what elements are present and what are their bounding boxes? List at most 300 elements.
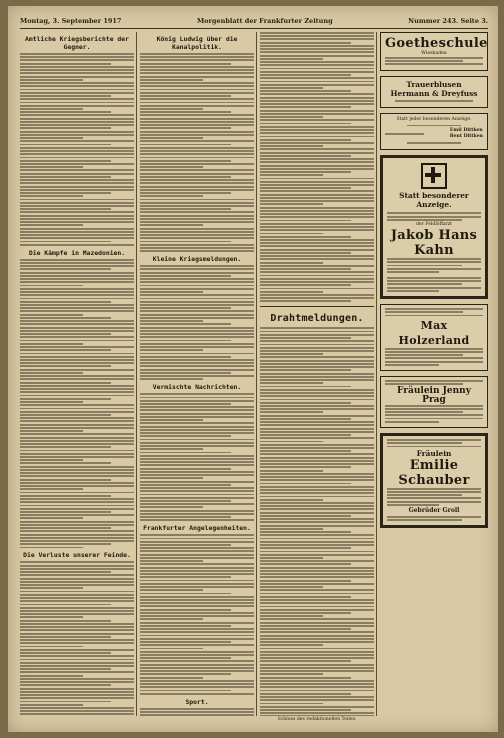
text-line: [260, 463, 374, 465]
text-line: [260, 275, 374, 277]
article-text: [20, 259, 134, 549]
text-line: [260, 570, 374, 572]
text-line: [140, 683, 254, 685]
column-rule: [376, 32, 377, 716]
text-line: [20, 587, 83, 589]
text-line: [260, 673, 323, 675]
text-line: [260, 347, 374, 349]
text-line: [260, 35, 374, 37]
text-line: [140, 102, 254, 104]
text-line: [20, 514, 134, 516]
text-line: [20, 294, 134, 296]
text-line: [20, 59, 134, 61]
text-line: [140, 82, 254, 84]
article-text: [140, 53, 254, 252]
text-line: [20, 581, 134, 583]
text-line: [260, 631, 374, 633]
text-line: [260, 139, 351, 141]
text-line: [260, 489, 374, 491]
text-line: [140, 458, 254, 460]
text-line: [20, 472, 134, 474]
text-line: [140, 310, 254, 312]
text-line: [260, 363, 374, 365]
text-line: [260, 113, 374, 115]
text-line: [20, 597, 134, 599]
text-line: [260, 207, 374, 209]
text-line: [260, 350, 374, 352]
ad-obituary-kahn: [380, 155, 488, 299]
text-line: [260, 297, 374, 299]
text-line: [260, 242, 374, 244]
text-line: [260, 373, 374, 375]
column-2: [140, 32, 254, 716]
text-line: [140, 660, 254, 662]
ad-prag: [380, 376, 488, 428]
text-line: [140, 419, 203, 421]
text-line: [20, 278, 134, 280]
text-line: [140, 664, 254, 666]
text-line: [260, 366, 374, 368]
column-2-heading-2: Kleine Kriegsmeldungen.: [152, 255, 242, 264]
text-line: [140, 403, 231, 405]
text-line: [20, 636, 111, 638]
text-line: [140, 586, 254, 588]
text-line: [20, 343, 83, 345]
text-line: [260, 576, 374, 578]
text-line: [260, 239, 374, 241]
text-line: [140, 307, 231, 309]
text-line: [260, 554, 374, 556]
ad-schauber-l1: Fräulein: [416, 448, 452, 458]
text-line: [20, 613, 134, 615]
text-line: [20, 411, 134, 413]
text-line: [260, 557, 323, 559]
text-line: [20, 215, 134, 217]
text-line: [20, 323, 134, 325]
text-line: [140, 53, 254, 55]
text-line: [260, 392, 374, 394]
text-line: [260, 226, 374, 228]
text-line: [140, 346, 254, 348]
text-line: [140, 369, 254, 371]
text-line: [260, 58, 323, 60]
text-line: [260, 712, 374, 714]
text-line: [140, 218, 254, 220]
text-line: [20, 349, 111, 351]
text-line: [140, 550, 254, 552]
text-line: [20, 456, 134, 458]
text-line: [140, 275, 231, 277]
text-line: [260, 596, 351, 598]
text-line: [260, 129, 374, 131]
text-line: [20, 633, 134, 635]
text-line: [260, 281, 374, 283]
text-line: [260, 434, 351, 436]
text-line: [140, 393, 254, 395]
text-line: [260, 660, 351, 662]
text-line: [20, 353, 134, 355]
text-line: [260, 686, 374, 688]
text-line: [260, 93, 374, 95]
text-line: [260, 502, 374, 504]
text-line: [260, 515, 351, 517]
text-line: [20, 195, 83, 197]
text-line: [20, 675, 83, 677]
text-line: [260, 331, 374, 333]
text-line: [20, 385, 134, 387]
text-line: [20, 330, 134, 332]
text-line: [20, 629, 134, 631]
text-line: [20, 626, 134, 628]
text-line: [20, 237, 134, 239]
text-line: [140, 651, 254, 653]
text-line: [260, 132, 374, 134]
text-line: [140, 680, 254, 682]
text-line: [260, 187, 351, 189]
text-line: [260, 294, 374, 296]
text-line: [260, 145, 323, 147]
text-line: [20, 594, 134, 596]
text-line: [20, 157, 134, 159]
article-text: [140, 708, 254, 716]
text-line: [140, 570, 254, 572]
text-line: [140, 199, 254, 201]
text-line: [260, 447, 374, 449]
text-line: [260, 278, 374, 280]
text-line: [20, 704, 83, 706]
text-line: [20, 372, 83, 374]
text-line: [140, 215, 254, 217]
text-line: [260, 116, 323, 118]
text-line: [140, 609, 231, 611]
text-line: [260, 547, 351, 549]
text-line: [140, 317, 254, 319]
text-line: [20, 668, 111, 670]
text-line: [140, 244, 254, 246]
text-line: [140, 500, 231, 502]
text-line: [140, 272, 254, 274]
text-line: [260, 622, 374, 624]
ad-dittken-l1: Statt jeder besonderen Anzeige.: [396, 116, 472, 122]
text-line: [260, 100, 374, 102]
text-line: [20, 285, 83, 287]
text-line: [140, 365, 254, 367]
text-line: [260, 618, 374, 620]
text-line: [20, 688, 134, 690]
text-line: [140, 166, 203, 168]
text-line: [140, 513, 254, 515]
text-line: [140, 429, 254, 431]
text-line: [20, 369, 134, 371]
text-line: [140, 131, 254, 133]
text-line: [260, 670, 374, 672]
article-text: [260, 327, 374, 716]
text-line: [20, 443, 134, 445]
text-line: [140, 205, 254, 207]
text-line: [140, 673, 231, 675]
text-line: [20, 211, 134, 213]
text-line: [140, 323, 231, 325]
text-line: [20, 440, 134, 442]
text-line: [260, 615, 323, 617]
text-line: [20, 561, 134, 563]
text-line: [140, 327, 254, 329]
text-line: [260, 200, 374, 202]
text-line: [260, 158, 374, 160]
text-line: [20, 610, 134, 612]
text-line: [20, 382, 111, 384]
text-line: [20, 642, 134, 644]
text-line: [260, 389, 374, 391]
text-line: [140, 567, 254, 569]
text-line: [140, 234, 254, 236]
text-line: [20, 501, 134, 503]
text-line: [20, 652, 111, 654]
column-rule: [136, 32, 137, 716]
text-line: [20, 511, 111, 513]
text-line: [20, 147, 134, 149]
text-line: [260, 683, 374, 685]
text-line: [140, 400, 254, 402]
text-line: [260, 453, 374, 455]
text-line: [20, 517, 83, 519]
text-line: [260, 499, 323, 501]
text-line: [20, 169, 134, 171]
text-line: [260, 288, 374, 290]
text-line: [20, 189, 134, 191]
text-line: [260, 657, 374, 659]
text-line: [20, 275, 134, 277]
text-line: [140, 356, 231, 358]
text-line: [140, 593, 231, 595]
masthead-date: Montag, 3. September 1917: [20, 17, 122, 25]
text-line: [140, 231, 254, 233]
text-line: [140, 186, 254, 188]
text-line: [140, 304, 254, 306]
text-line: [20, 137, 83, 139]
text-line: [140, 468, 231, 470]
text-line: [260, 541, 374, 543]
text-line: [20, 108, 83, 110]
text-line: [260, 142, 374, 144]
text-line: [140, 353, 254, 355]
ad-holzerland: [380, 304, 488, 371]
text-line: [20, 307, 134, 309]
text-line: [140, 301, 254, 303]
text-line: [140, 241, 231, 243]
text-line: [20, 568, 134, 570]
ad-trauerblusen-title: Trauerblusen: [406, 79, 462, 89]
text-line: [140, 471, 254, 473]
text-line: [260, 518, 374, 520]
text-line: [20, 600, 134, 602]
text-line: [140, 98, 254, 100]
text-line: [20, 362, 134, 364]
text-line: [140, 516, 231, 518]
text-line: [260, 136, 374, 138]
text-line: [260, 171, 351, 173]
text-line: [260, 486, 374, 488]
text-line: [260, 648, 374, 650]
text-line: [20, 404, 134, 406]
text-line: [20, 671, 134, 673]
text-line: [140, 157, 254, 159]
text-line: [140, 378, 203, 380]
text-line: [140, 224, 203, 226]
text-line: [140, 333, 254, 335]
column-1-heading-2: Die Kämpfe in Mazedonien.: [28, 248, 126, 257]
text-line: [140, 541, 254, 543]
text-line: [140, 362, 254, 364]
text-line: [260, 161, 374, 163]
text-line: [20, 488, 83, 490]
text-line: [140, 605, 254, 607]
text-line: [140, 69, 254, 71]
text-line: [260, 220, 351, 222]
text-line: [260, 444, 374, 446]
text-line: [20, 359, 134, 361]
text-line: [140, 105, 254, 107]
text-line: [20, 401, 83, 403]
text-line: [260, 715, 374, 716]
text-line: [260, 457, 374, 459]
text-line: [20, 221, 134, 223]
text-line: [260, 534, 374, 536]
text-line: [260, 203, 323, 205]
text-line: [140, 667, 254, 669]
text-line: [20, 317, 111, 319]
text-line: [260, 593, 374, 595]
editorial-end-note: Schluss des redaktionellen Teiles.: [277, 717, 357, 722]
text-line: [20, 224, 83, 226]
text-line: [20, 398, 111, 400]
text-line: [20, 111, 111, 113]
text-line: [20, 53, 134, 55]
text-line: [20, 85, 134, 87]
text-line: [140, 602, 254, 604]
text-line: [260, 148, 374, 150]
text-line: [20, 304, 134, 306]
text-line: [260, 340, 374, 342]
text-line: [260, 508, 374, 510]
text-line: [260, 178, 374, 180]
text-line: [260, 265, 374, 267]
text-line: [140, 409, 254, 411]
text-line: [20, 272, 134, 274]
text-line: [140, 644, 254, 646]
text-line: [260, 421, 374, 423]
text-line: [20, 173, 134, 175]
text-line: [140, 59, 254, 61]
text-line: [140, 111, 231, 113]
text-line: [140, 481, 254, 483]
text-line: [140, 294, 254, 296]
text-line: [20, 192, 111, 194]
ad-kahn-l1: Statt besonderer Anzeige.: [399, 191, 469, 210]
text-line: [260, 268, 351, 270]
text-line: [20, 713, 134, 715]
text-line: [20, 202, 134, 204]
text-line: [20, 498, 134, 500]
text-line: [140, 422, 254, 424]
text-line: [20, 153, 134, 155]
text-line: [20, 620, 111, 622]
column-2-heading-5: Sport.: [185, 697, 209, 706]
text-line: [20, 365, 111, 367]
ad-dittken-l2: Emil Dittken: [449, 128, 483, 134]
text-line: [140, 372, 231, 374]
text-line: [260, 190, 374, 192]
text-line: [140, 343, 254, 345]
text-line: [260, 344, 374, 346]
ad-kahn-name: Jakob Hans Kahn: [390, 228, 478, 259]
text-line: [20, 408, 134, 410]
text-line: [20, 131, 134, 133]
text-line: [260, 382, 323, 384]
text-line: [260, 61, 374, 63]
text-line: [140, 654, 254, 656]
text-line: [140, 560, 203, 562]
text-line: [260, 612, 351, 614]
text-line: [140, 85, 254, 87]
text-line: [260, 450, 351, 452]
text-line: [260, 628, 351, 630]
text-line: [140, 176, 231, 178]
ad-dittken-l3: Bent Dittken: [449, 134, 483, 140]
text-line: [260, 602, 374, 604]
text-line: [140, 413, 254, 415]
text-line: [260, 415, 374, 417]
text-line: [140, 506, 203, 508]
text-line: [260, 197, 374, 199]
text-line: [20, 186, 134, 188]
text-line: [20, 268, 111, 270]
ad-announcement-dittken: [380, 113, 488, 151]
text-line: [260, 408, 374, 410]
text-line: [260, 284, 351, 286]
text-line: [20, 114, 134, 116]
text-line: [260, 174, 323, 176]
text-line: [260, 126, 374, 128]
text-line: [140, 182, 254, 184]
text-line: [20, 701, 111, 703]
text-line: [140, 477, 203, 479]
text-line: [260, 106, 351, 108]
text-line: [20, 395, 134, 397]
text-line: [260, 418, 351, 420]
text-line: [140, 648, 203, 650]
text-line: [20, 92, 134, 94]
text-line: [260, 479, 374, 481]
text-line: [260, 402, 351, 404]
text-line: [20, 228, 134, 230]
text-line: [140, 573, 254, 575]
text-line: [20, 320, 134, 322]
text-line: [20, 710, 134, 712]
text-line: [140, 208, 231, 210]
text-line: [260, 152, 374, 154]
article-text: [20, 53, 134, 246]
text-line: [20, 105, 134, 107]
text-line: [260, 538, 374, 540]
text-line: [140, 711, 254, 713]
text-line: [20, 495, 111, 497]
text-line: [20, 527, 111, 529]
text-line: [20, 182, 134, 184]
text-line: [260, 395, 374, 397]
text-line: [140, 461, 254, 463]
text-line: [140, 448, 203, 450]
